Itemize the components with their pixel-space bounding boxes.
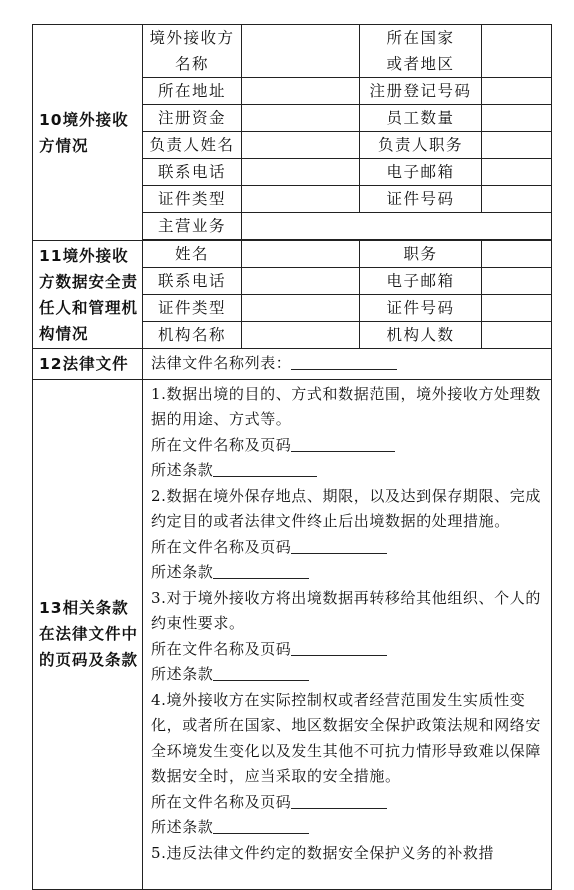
doc-page-line-1 — [151, 433, 545, 459]
leader-title-label: 负责人职务 — [360, 132, 482, 159]
officer-id-type-label: 证件类型 — [143, 295, 242, 322]
officer-phone-label: 联系电话 — [143, 268, 242, 295]
doc-page-label-3: 所在文件名称及页码 — [151, 639, 292, 658]
doc-page-label-4: 所在文件名称及页码 — [151, 792, 292, 811]
officer-id-no-label: 证件号码 — [360, 295, 482, 322]
officer-id-no-value[interactable] — [482, 295, 552, 322]
clause-blank-2[interactable] — [213, 562, 309, 579]
org-name-label: 机构名称 — [143, 322, 242, 349]
doc-page-label-1: 所在文件名称及页码 — [151, 435, 292, 454]
officer-title-value[interactable] — [482, 241, 552, 268]
address-label: 所在地址 — [143, 78, 242, 105]
clause-item-2: 2.数据在境外保存地点、期限，以及达到保存期限、完成约定目的或者法律文件终止后出境数据的处理措施。 — [151, 486, 541, 530]
officer-name-value[interactable] — [242, 241, 360, 268]
id-type-value[interactable] — [242, 186, 360, 213]
capital-label: 注册资金 — [143, 105, 242, 132]
officer-email-value[interactable] — [482, 268, 552, 295]
doc-page-blank-1[interactable] — [291, 435, 395, 452]
leader-name-value[interactable] — [242, 132, 360, 159]
doc-page-line-3 — [151, 637, 545, 663]
email-label: 电子邮箱 — [360, 159, 482, 186]
org-size-value[interactable] — [482, 322, 552, 349]
clauses-block — [143, 379, 552, 889]
info-table — [32, 24, 552, 890]
org-size-label: 机构人数 — [360, 322, 482, 349]
clause-item-5: 5.违反法律文件约定的数据安全保护义务的补救措 — [151, 843, 495, 862]
legal-docs-list-label: 法律文件名称列表： — [151, 354, 292, 372]
doc-page-line-4 — [151, 790, 545, 816]
clause-line-4 — [151, 815, 545, 841]
address-value[interactable] — [242, 78, 360, 105]
phone-value[interactable] — [242, 159, 360, 186]
clause-label-4: 所述条款 — [151, 818, 214, 836]
clause-line-3 — [151, 662, 545, 688]
clause-line-2 — [151, 560, 545, 586]
legal-docs-list-blank[interactable] — [291, 353, 397, 370]
country-line2: 或者地区 — [386, 55, 455, 73]
id-no-label: 证件号码 — [360, 186, 482, 213]
clause-label-1: 所述条款 — [151, 461, 214, 479]
receiver-name-value[interactable] — [242, 25, 360, 78]
clause-blank-1[interactable] — [213, 460, 317, 477]
doc-page-label-2: 所在文件名称及页码 — [151, 537, 292, 556]
receiver-name-label — [143, 25, 242, 78]
clause-line-1 — [151, 458, 545, 484]
employees-label: 员工数量 — [360, 105, 482, 132]
clause-label-3: 所述条款 — [151, 665, 214, 683]
section-13-label: 13相关条款在法律文件中的页码及条款 — [33, 379, 143, 889]
id-type-label: 证件类型 — [143, 186, 242, 213]
clause-item-1: 1.数据出境的目的、方式和数据范围，境外接收方处理数据的用途、方式等。 — [151, 384, 541, 428]
employees-value[interactable] — [482, 105, 552, 132]
clause-item-4: 4.境外接收方在实际控制权或者经营范围发生实质性变化，或者所在国家、地区数据安全保护政策法规和网络安全环境发生变化以及发生其他不可抗力情形导致难以保障数据安全时，应当采取的安全措施。 — [151, 690, 542, 785]
doc-page-blank-2[interactable] — [291, 537, 387, 554]
section-10-label: 10境外接收方情况 — [33, 25, 143, 241]
country-label — [360, 25, 482, 78]
receiver-name-line2: 名称 — [174, 55, 209, 73]
officer-email-label: 电子邮箱 — [360, 268, 482, 295]
doc-page-blank-3[interactable] — [291, 639, 387, 656]
leader-title-value[interactable] — [482, 132, 552, 159]
country-line1: 所在国家 — [386, 29, 455, 47]
clause-blank-4[interactable] — [213, 817, 309, 834]
org-name-value[interactable] — [242, 322, 360, 349]
business-value[interactable] — [242, 213, 552, 240]
reg-no-label: 注册登记号码 — [360, 78, 482, 105]
id-no-value[interactable] — [482, 186, 552, 213]
section-11-label: 11境外接收方数据安全责任人和管理机构情况 — [33, 241, 143, 349]
phone-label: 联系电话 — [143, 159, 242, 186]
business-label: 主营业务 — [143, 213, 242, 240]
leader-name-label: 负责人姓名 — [143, 132, 242, 159]
officer-phone-value[interactable] — [242, 268, 360, 295]
section-12-label: 12法律文件 — [33, 349, 143, 380]
officer-name-label: 姓名 — [143, 241, 242, 268]
email-value[interactable] — [482, 159, 552, 186]
capital-value[interactable] — [242, 105, 360, 132]
officer-id-type-value[interactable] — [242, 295, 360, 322]
doc-page-line-2 — [151, 535, 545, 561]
officer-title-label: 职务 — [360, 241, 482, 268]
clause-blank-3[interactable] — [213, 664, 309, 681]
legal-docs-list — [143, 349, 552, 380]
country-value[interactable] — [482, 25, 552, 78]
receiver-name-line1: 境外接收方 — [149, 29, 235, 47]
clause-label-2: 所述条款 — [151, 563, 214, 581]
clause-item-3: 3.对于境外接收方将出境数据再转移给其他组织、个人的约束性要求。 — [151, 588, 541, 632]
reg-no-value[interactable] — [482, 78, 552, 105]
doc-page-blank-4[interactable] — [291, 792, 387, 809]
